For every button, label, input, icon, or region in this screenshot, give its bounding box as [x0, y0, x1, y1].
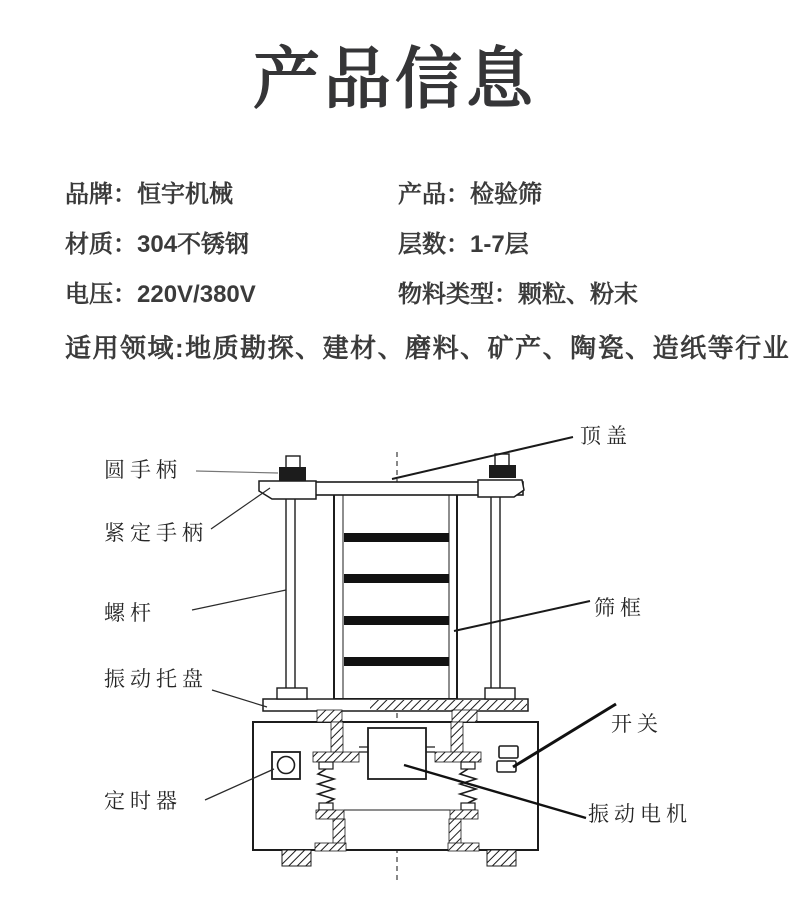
label-round-handle: 圆手柄	[104, 458, 182, 482]
spec-label: 材质：	[65, 231, 137, 258]
machine-foot-left	[282, 850, 311, 866]
vibration-tray	[263, 699, 528, 711]
spec-value: 地质勘探、建材、磨料、矿产、陶瓷、造纸等行业	[185, 333, 790, 363]
label-screw-rod: 螺杆	[104, 601, 156, 625]
spec-value: 检验筛	[470, 181, 542, 208]
spec-value: 恒宇机械	[137, 181, 233, 208]
spec-label: 适用领域:	[65, 333, 186, 363]
fastening-handle-right	[478, 480, 524, 497]
page-title: 产品信息	[253, 42, 537, 117]
machine-foot-right	[487, 850, 516, 866]
label-timer: 定时器	[104, 789, 182, 813]
leader-vibration-tray	[212, 690, 267, 707]
screw-rod-right	[491, 496, 500, 690]
leader-round-handle	[196, 471, 278, 473]
spec-value: 颗粒、粉末	[518, 281, 638, 308]
spec-value: 304不锈钢	[137, 231, 250, 258]
leader-screw-rod	[192, 590, 286, 610]
label-switch: 开关	[611, 712, 663, 736]
spec-label: 品牌：	[65, 181, 137, 208]
screw-rod-foot-right	[485, 688, 515, 699]
spec-label: 物料类型：	[398, 281, 518, 308]
leader-fastening-handle	[211, 488, 270, 529]
label-sieve-frame: 筛框	[594, 596, 646, 620]
label-vibration-motor: 振动电机	[588, 802, 692, 826]
spec-label: 产品：	[398, 181, 470, 208]
timer-knob	[272, 752, 300, 779]
label-vibration-tray: 振动托盘	[104, 667, 208, 691]
spec-label: 电压：	[65, 281, 137, 308]
spec-value: 220V/380V	[137, 281, 256, 308]
label-top-cover: 顶盖	[580, 424, 632, 448]
round-handle-right	[489, 454, 516, 478]
sieve-frame-stack	[334, 494, 457, 699]
leader-top-cover	[392, 437, 573, 479]
spec-value: 1-7层	[470, 231, 529, 258]
label-fastening-handle: 紧定手柄	[104, 521, 208, 545]
round-handle-left	[279, 456, 306, 481]
screw-rod-foot-left	[277, 688, 307, 699]
spec-label: 层数：	[398, 231, 470, 258]
screw-rod-left	[286, 497, 295, 690]
vibration-motor-body	[368, 728, 426, 779]
leader-sieve-frame	[454, 601, 590, 631]
